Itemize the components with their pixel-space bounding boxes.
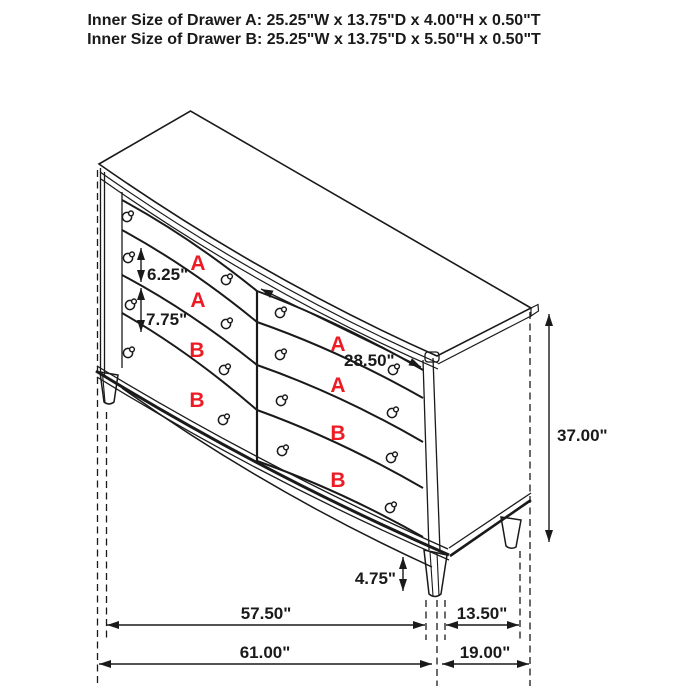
- right-side-panel: [423, 352, 531, 556]
- dimension-side-depth-between-legs: [446, 604, 519, 625]
- left-drawer-1-label: A: [190, 252, 206, 275]
- dimension-value: 13.50": [456, 604, 508, 623]
- right-panel-base-line-1: [449, 493, 531, 548]
- front-corner-stile-line-2: [433, 358, 440, 552]
- dimension-value: 4.75": [354, 569, 396, 588]
- right-drawer-4-label: B: [330, 469, 346, 492]
- drawer-knob: [218, 414, 229, 425]
- front-corner-stile-line-1: [423, 360, 429, 550]
- dimension-front-width-between-legs: [107, 604, 425, 625]
- dimension-value: 19.00": [459, 643, 511, 662]
- drawer-knob: [221, 318, 232, 329]
- header: [87, 12, 541, 48]
- drawer-knob: [125, 299, 136, 310]
- drawer-a-inner-size-text: Inner Size of Drawer A: 25.25"W x 13.75"D x 4.00"H x 0.50"T: [87, 12, 541, 29]
- top-edge-band-right: [438, 316, 531, 364]
- drawer-knob: [275, 307, 286, 318]
- dimension-overall-width: [99, 643, 432, 664]
- drawer-knob: [123, 347, 134, 358]
- drawer-knob: [123, 252, 134, 263]
- dimension-value: 7.75": [146, 310, 188, 329]
- right-drawer-1-label: A: [330, 333, 346, 356]
- drawer-knob: [122, 211, 133, 222]
- drawer-b-inner-size-text: Inner Size of Drawer B: 25.25"W x 13.75"D x 5.50"H x 0.50"T: [87, 31, 541, 48]
- front-right-leg-edge-1: [430, 552, 433, 597]
- drawer-knob: [386, 452, 397, 463]
- left-drawer-4-label: B: [189, 389, 205, 412]
- left-side-edge: [101, 168, 123, 376]
- left-drawer-1-top: [122, 200, 257, 291]
- dimension-leg-height: [355, 557, 403, 591]
- dimension-drawer-a-height: [141, 248, 188, 284]
- drawer-knob: [219, 364, 230, 375]
- dimension-overall-height: [549, 314, 608, 542]
- right-drawer-2-label: A: [330, 374, 346, 397]
- left-drawer-3-label: B: [189, 339, 205, 362]
- dimension-drawer-width: [261, 289, 421, 370]
- dimension-value: 61.00": [239, 643, 291, 662]
- dimension-value: 28.50": [344, 351, 395, 370]
- left-drawer-2-label: A: [190, 289, 206, 312]
- drawer-knob: [221, 274, 232, 285]
- dimension-value: 6.25": [147, 265, 189, 284]
- drawer-knob: [385, 502, 396, 513]
- dimension-drawer-b-height: [141, 288, 187, 332]
- dimension-overall-depth: [442, 643, 529, 664]
- back-right-leg: [501, 517, 521, 548]
- top-slab-corner: [531, 305, 539, 317]
- drawer-knob: [387, 407, 398, 418]
- molding-line-2: [96, 371, 449, 555]
- drawer-knob: [275, 349, 286, 360]
- drawer-knob: [277, 445, 288, 456]
- dimension-value: 37.00": [557, 426, 608, 445]
- dresser-illustration: [96, 111, 539, 597]
- front-right-leg-edge-2: [437, 553, 439, 596]
- drawer-knob: [276, 395, 287, 406]
- right-drawer-3-label: B: [330, 422, 346, 445]
- dimension-value: 57.50": [240, 604, 292, 623]
